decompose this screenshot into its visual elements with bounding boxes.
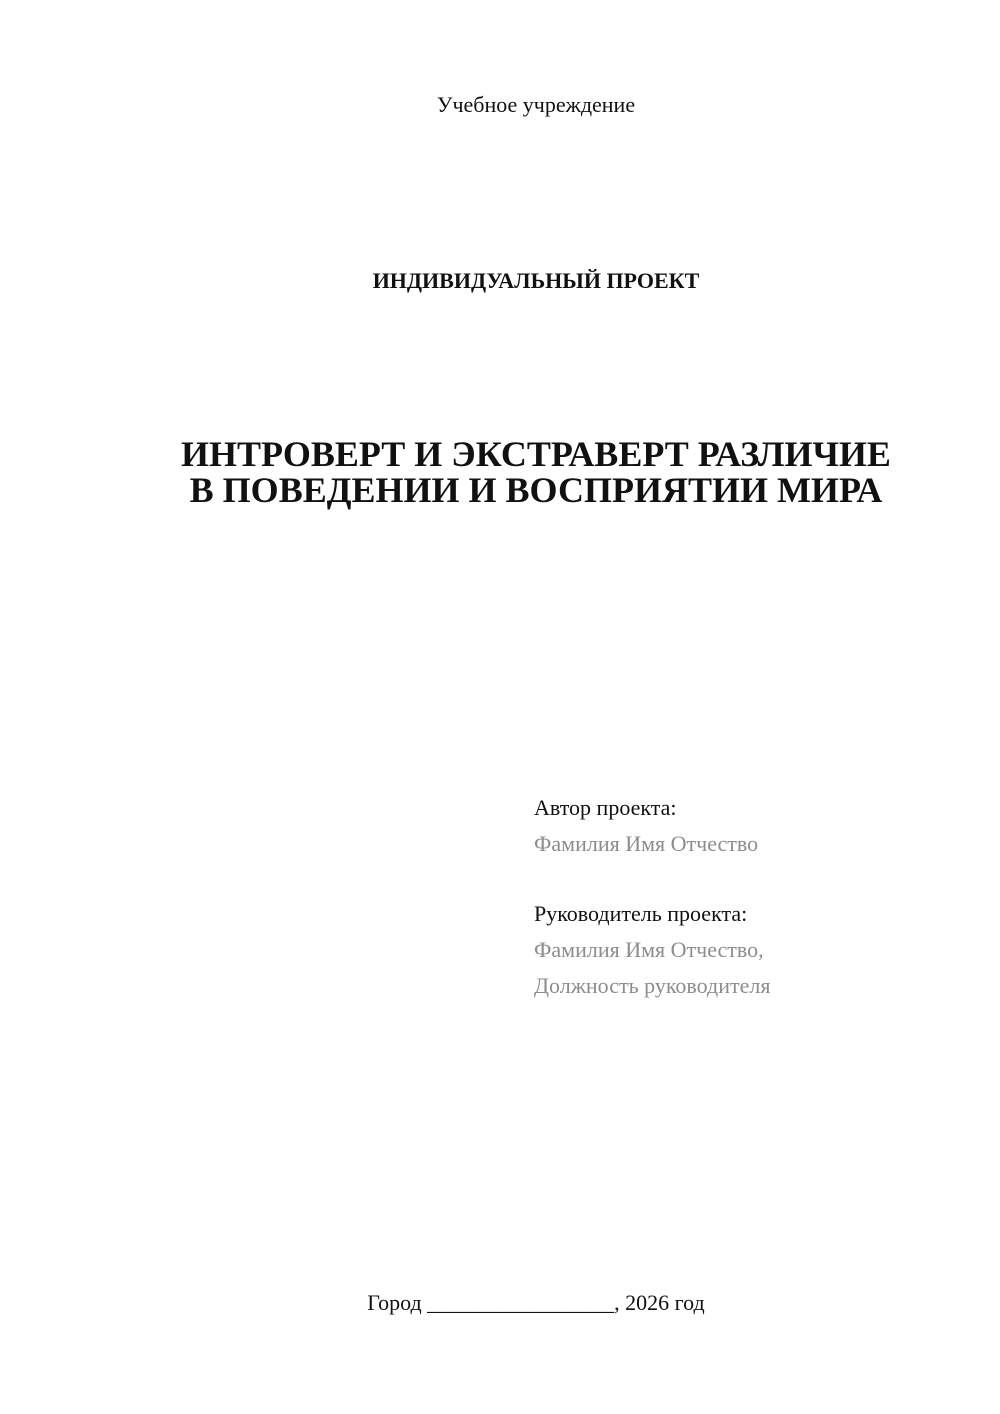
author-label: Автор проекта: (534, 795, 677, 820)
institution-name: Учебное учреждение (436, 92, 636, 117)
author-name: Фамилия Имя Отчество (534, 831, 759, 856)
spacer (534, 862, 974, 896)
supervisor-position: Должность руководителя (534, 973, 771, 998)
project-info-block (534, 790, 974, 1004)
supervisor-label: Руководитель проекта: (534, 901, 748, 926)
project-type-heading: ИНДИВИДУАЛЬНЫЙ ПРОЕКТ (372, 268, 700, 293)
supervisor-name: Фамилия Имя Отчество, (534, 937, 764, 962)
city-year-footer: Город _________________, 2026 год (367, 1290, 705, 1315)
project-title-line-2: В ПОВЕДЕНИИ И ВОСПРИЯТИИ МИРА (189, 470, 883, 510)
project-title-line-1: ИНТРОВЕРТ И ЭКСТРАВЕРТ РАЗЛИЧИЕ (181, 434, 891, 474)
project-title (0, 436, 1000, 508)
